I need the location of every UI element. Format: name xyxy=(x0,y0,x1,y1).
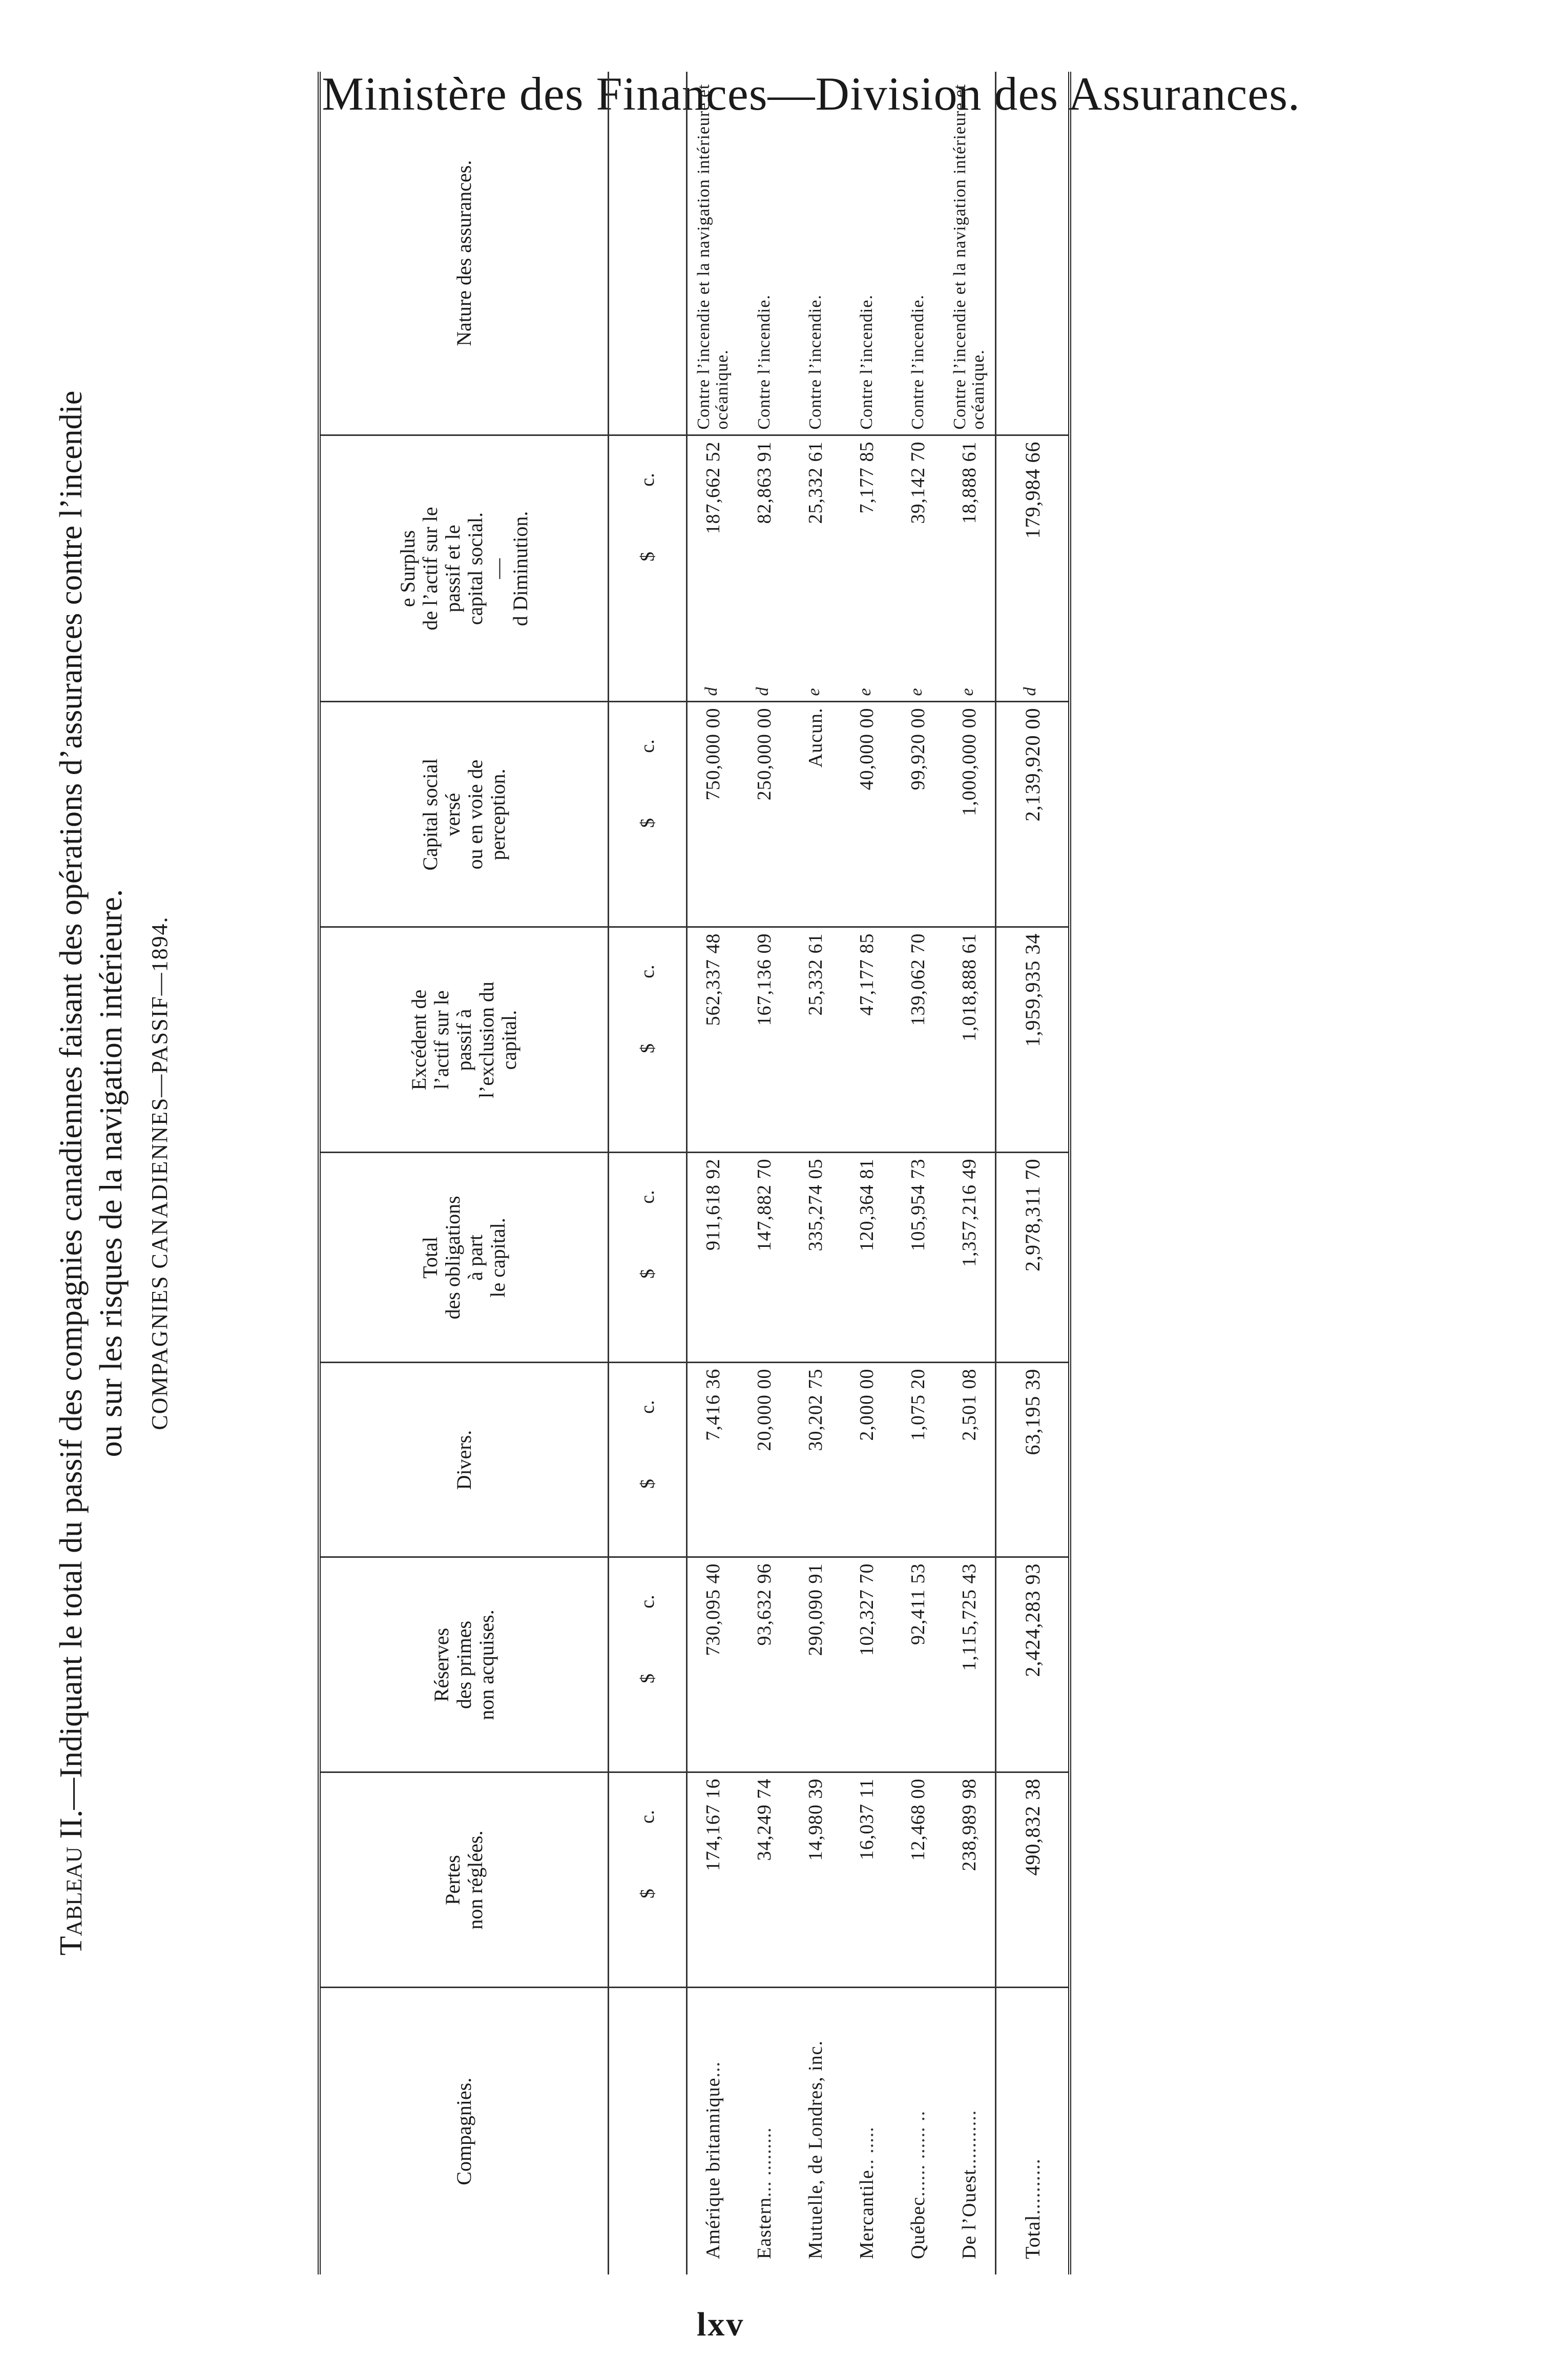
capital-cell: 250,000 00 xyxy=(739,702,790,927)
units-cell xyxy=(609,927,687,1153)
reserves-cell: 1,115,725 43 xyxy=(944,1557,996,1772)
surplus-value: 82,863 91 xyxy=(754,441,775,524)
units-cell xyxy=(609,1772,687,1988)
excess-cell: 25,332 61 xyxy=(790,927,841,1153)
col-header-divers: Divers. xyxy=(319,1363,609,1557)
totals-losses: 490,832 38 xyxy=(996,1772,1070,1988)
units-cell xyxy=(609,702,687,927)
divers-cell: 2,000 00 xyxy=(841,1363,892,1557)
nature-cell: Contre l’incendie et la navigation intérieure et océanique. xyxy=(944,72,996,435)
col-header-total-obligations: Total des obligations à part le capital. xyxy=(319,1153,609,1363)
company-cell xyxy=(892,1988,944,2274)
company-name: Amérique britannique xyxy=(702,2077,724,2259)
leader-dots: ... xyxy=(702,2061,724,2078)
surplus-value: 18,888 61 xyxy=(959,441,980,524)
table-title-text: II.—Indiquant le total du passif des compagnies canadiennes faisant des opérations d’assurances contre l’incendie xyxy=(54,390,89,1847)
totals-excess: 1,959,935 34 xyxy=(996,927,1070,1153)
nature-cell: Contre l’incendie. xyxy=(841,72,892,435)
nature-cell: Contre l’incendie. xyxy=(739,72,790,435)
company-cell xyxy=(841,1988,892,2274)
units-cell xyxy=(609,1363,687,1557)
totals-reserves: 2,424,283 93 xyxy=(996,1557,1070,1772)
leader-dots: .. ..... xyxy=(856,2126,878,2170)
liabilities-table xyxy=(318,72,1071,2274)
leader-dots: ........... xyxy=(959,2110,980,2169)
capital-cell: 99,920 00 xyxy=(892,702,944,927)
total-obligations-cell: 335,274 05 xyxy=(790,1153,841,1363)
capital-cell: Aucun. xyxy=(790,702,841,927)
reserves-cell: 290,090 91 xyxy=(790,1557,841,1772)
company-name: Mercantile xyxy=(856,2169,878,2259)
surplus-flag: e xyxy=(856,687,874,696)
reserves-cell: 93,632 96 xyxy=(739,1557,790,1772)
cents-sign: c. xyxy=(637,739,658,753)
col-header-losses: Pertes non réglées. xyxy=(319,1772,609,1988)
rotated-table-block xyxy=(51,72,1081,2274)
page-number: lxv xyxy=(697,2306,745,2343)
totals-label-cell xyxy=(996,1988,1070,2274)
losses-cell: 16,037 11 xyxy=(841,1772,892,1988)
divers-cell: 30,202 75 xyxy=(790,1363,841,1557)
company-name: Eastern xyxy=(754,2197,775,2259)
losses-cell: 238,989 98 xyxy=(944,1772,996,1988)
dollar-sign: $ xyxy=(637,1479,658,1489)
col-header-nature: Nature des assurances. xyxy=(319,72,609,435)
total-obligations-cell: 120,364 81 xyxy=(841,1153,892,1363)
totals-divers: 63,195 39 xyxy=(996,1363,1070,1557)
reserves-cell: 102,327 70 xyxy=(841,1557,892,1772)
cents-sign: c. xyxy=(637,1595,658,1609)
excess-cell: 139,062 70 xyxy=(892,927,944,1153)
capital-cell: 1,000,000 00 xyxy=(944,702,996,927)
surplus-value: 39,142 70 xyxy=(907,441,929,524)
leader-dots: ... ......... xyxy=(754,2127,775,2198)
losses-cell: 174,167 16 xyxy=(687,1772,739,1988)
page-header: Ministère des Finances—Division des Assurances. xyxy=(322,68,1300,120)
table-row xyxy=(790,72,841,2274)
table-row xyxy=(841,72,892,2274)
units-cell xyxy=(609,1153,687,1363)
totals-total: 2,978,311 70 xyxy=(996,1153,1070,1363)
dollar-sign: $ xyxy=(637,1043,658,1053)
losses-cell: 12,468 00 xyxy=(892,1772,944,1988)
col-header-excess: Excédent de l’actif sur le passif à l’exclusion du capital. xyxy=(319,927,609,1153)
surplus-value: 7,177 85 xyxy=(856,441,878,514)
total-obligations-cell: 147,882 70 xyxy=(739,1153,790,1363)
cents-sign: c. xyxy=(637,1190,658,1204)
divers-cell: 2,501 08 xyxy=(944,1363,996,1557)
totals-row xyxy=(996,72,1070,2274)
cents-sign: c. xyxy=(637,1400,658,1414)
units-row xyxy=(609,72,687,2274)
surplus-flag: d xyxy=(753,686,772,696)
company-cell xyxy=(944,1988,996,2274)
nature-cell: Contre l’incendie et la navigation intérieure et océanique. xyxy=(687,72,739,435)
reserves-cell: 92,411 53 xyxy=(892,1557,944,1772)
losses-cell: 14,980 39 xyxy=(790,1772,841,1988)
col-header-surplus: e Surplus de l’actif sur le passif et le capital social. — d Diminution. xyxy=(319,435,609,702)
losses-cell: 34,249 74 xyxy=(739,1772,790,1988)
units-cell xyxy=(609,1557,687,1772)
excess-cell: 167,136 09 xyxy=(739,927,790,1153)
surplus-flag: d xyxy=(702,686,721,696)
excess-cell: 47,177 85 xyxy=(841,927,892,1153)
col-header-company: Compagnies. xyxy=(319,1988,609,2274)
divers-cell: 1,075 20 xyxy=(892,1363,944,1557)
header-row xyxy=(319,72,609,2274)
units-cell-nature xyxy=(609,72,687,435)
surplus-value: 25,332 61 xyxy=(805,441,826,524)
totals-surplus-flag: d xyxy=(1020,686,1039,696)
dollar-sign: $ xyxy=(637,1269,658,1279)
table-subtitle: COMPAGNIES CANADIENNES—PASSIF—1894. xyxy=(147,916,172,1430)
company-cell xyxy=(687,1988,739,2274)
total-obligations-cell: 911,618 92 xyxy=(687,1153,739,1363)
cents-sign: c. xyxy=(637,473,658,487)
company-name: De l’Ouest xyxy=(959,2169,980,2259)
nature-cell: Contre l’incendie. xyxy=(790,72,841,435)
surplus-cell xyxy=(892,435,944,702)
capital-cell: 40,000 00 xyxy=(841,702,892,927)
surplus-cell xyxy=(944,435,996,702)
totals-label: Total xyxy=(1021,2215,1044,2259)
dollar-sign: $ xyxy=(637,1674,658,1683)
leader-dots: ...... ...... .. xyxy=(907,2110,929,2197)
cents-sign: c. xyxy=(637,1810,658,1824)
table-title-line-1 xyxy=(51,72,91,2274)
surplus-cell xyxy=(687,435,739,702)
nature-cell: Contre l’incendie. xyxy=(892,72,944,435)
company-cell xyxy=(739,1988,790,2274)
table-row xyxy=(944,72,996,2274)
table-title-line-2: ou sur les risques de la navigation intérieure. xyxy=(94,889,129,1457)
totals-nature-empty xyxy=(996,72,1070,435)
units-cell xyxy=(609,435,687,702)
surplus-value: 187,662 52 xyxy=(702,441,724,534)
leader-dots: .......... xyxy=(1021,2158,1044,2215)
company-name: Mutuelle, de Londres, inc. xyxy=(805,2040,826,2259)
excess-cell: 562,337 48 xyxy=(687,927,739,1153)
dollar-sign: $ xyxy=(637,818,658,828)
totals-capital: 2,139,920 00 xyxy=(996,702,1070,927)
table-title-prefix: Tableau xyxy=(54,1847,89,1956)
surplus-cell xyxy=(841,435,892,702)
dollar-sign: $ xyxy=(637,1889,658,1898)
table-row xyxy=(739,72,790,2274)
surplus-cell xyxy=(739,435,790,702)
total-obligations-cell: 105,954 73 xyxy=(892,1153,944,1363)
excess-cell: 1,018,888 61 xyxy=(944,927,996,1153)
table-row xyxy=(687,72,739,2274)
cents-sign: c. xyxy=(637,965,658,978)
company-cell xyxy=(790,1988,841,2274)
total-obligations-cell: 1,357,216 49 xyxy=(944,1153,996,1363)
col-header-reserves: Réserves des primes non acquises. xyxy=(319,1557,609,1772)
capital-cell: 750,000 00 xyxy=(687,702,739,927)
table-title-block xyxy=(51,72,318,2274)
units-cell-company xyxy=(609,1988,687,2274)
data-rows xyxy=(687,72,996,2274)
surplus-cell xyxy=(790,435,841,702)
totals-surplus: 179,984 66 xyxy=(1021,441,1044,539)
divers-cell: 20,000 00 xyxy=(739,1363,790,1557)
surplus-flag: e xyxy=(804,687,823,696)
surplus-flag: e xyxy=(958,687,977,696)
reserves-cell: 730,095 40 xyxy=(687,1557,739,1772)
dollar-sign: $ xyxy=(637,552,658,561)
totals-surplus-cell xyxy=(996,435,1070,702)
surplus-flag: e xyxy=(907,687,926,696)
table-row xyxy=(892,72,944,2274)
company-name: Québec xyxy=(907,2196,929,2259)
divers-cell: 7,416 36 xyxy=(687,1363,739,1557)
col-header-capital: Capital social versé ou en voie de perception. xyxy=(319,702,609,927)
